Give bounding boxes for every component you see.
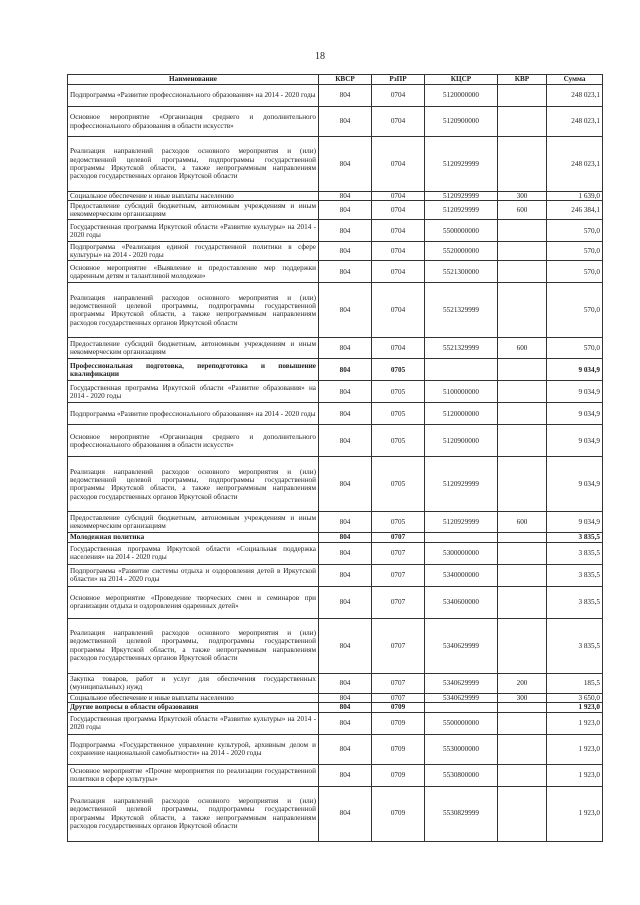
row-name: Подпрограмма «Реализация единой государственной политики в сфере культуры» на 2014 - 2020 годы bbox=[68, 242, 319, 261]
row-kvr bbox=[498, 137, 547, 192]
row-kvr bbox=[498, 220, 547, 242]
row-kvsr: 804 bbox=[319, 137, 372, 192]
row-name: Подпрограмма «Развитие профессионального образования» на 2014 - 2020 годы bbox=[68, 403, 319, 425]
row-name: Государственная программа Иркутской области «Развитие культуры» на 2014 - 2020 годы bbox=[68, 712, 319, 734]
row-kvr: 300 bbox=[498, 693, 547, 702]
row-kvr bbox=[498, 457, 547, 512]
header-rzpr: РзПР bbox=[372, 75, 425, 85]
row-sum: 3 835,5 bbox=[547, 533, 603, 542]
row-sum: 246 384,1 bbox=[547, 201, 603, 220]
row-kcsr: 5521329999 bbox=[425, 283, 498, 338]
row-kvsr: 804 bbox=[319, 542, 372, 564]
row-name: Социальное обеспечение и иные выплаты населению bbox=[68, 192, 319, 201]
row-sum: 9 034,9 bbox=[547, 403, 603, 425]
row-name: Предоставление субсидий бюджетным, автономным учреждениям и иным некоммерческим организациям bbox=[68, 512, 319, 533]
row-rzpr: 0704 bbox=[372, 261, 425, 283]
row-rzpr: 0707 bbox=[372, 533, 425, 542]
row-kvr bbox=[498, 542, 547, 564]
table-row bbox=[68, 137, 603, 192]
row-kvsr: 804 bbox=[319, 618, 372, 673]
row-kvsr: 804 bbox=[319, 107, 372, 137]
table-row bbox=[68, 764, 603, 786]
row-sum: 1 923,0 bbox=[547, 734, 603, 764]
row-rzpr: 0705 bbox=[372, 457, 425, 512]
row-name: Реализация направлений расходов основного мероприятия и (или) ведомственной целевой программы, подпрограммы государственной программы Иркутской области, а также непрограммным направлениям расходов государственных органов Иркутской области bbox=[68, 457, 319, 512]
row-name: Закупка товаров, работ и услуг для обеспечения государственных (муниципальных) нужд bbox=[68, 673, 319, 693]
table-row bbox=[68, 381, 603, 403]
table-row bbox=[68, 542, 603, 564]
row-name: Основное мероприятие «Организация среднего и дополнительного профессионального образования в области искусств» bbox=[68, 425, 319, 457]
table-row bbox=[68, 261, 603, 283]
row-sum: 9 034,9 bbox=[547, 381, 603, 403]
row-kvsr: 804 bbox=[319, 564, 372, 586]
row-kvsr: 804 bbox=[319, 338, 372, 359]
table-row bbox=[68, 242, 603, 261]
row-kvr bbox=[498, 618, 547, 673]
row-kvsr: 804 bbox=[319, 283, 372, 338]
header-kvsr: КВСР bbox=[319, 75, 372, 85]
row-sum: 3 650,0 bbox=[547, 693, 603, 702]
row-kcsr: 5530800000 bbox=[425, 764, 498, 786]
row-sum: 570,0 bbox=[547, 283, 603, 338]
row-kvr bbox=[498, 283, 547, 338]
row-name: Основное мероприятие «Прочие мероприятия по реализации государственной политики в сфере культуры» bbox=[68, 764, 319, 786]
row-kvr bbox=[498, 764, 547, 786]
row-name: Реализация направлений расходов основного мероприятия и (или) ведомственной целевой программы, подпрограммы государственной программы Иркутской области, а также непрограммным направлениям расходов государственных органов Иркутской области bbox=[68, 786, 319, 841]
row-kvr bbox=[498, 734, 547, 764]
row-kvsr: 804 bbox=[319, 512, 372, 533]
row-name: Подпрограмма «Государственное управление культурой, архивным делом и сохранение национальной самобытности» на 2014 - 2020 годы bbox=[68, 734, 319, 764]
row-kvr bbox=[498, 107, 547, 137]
row-sum: 248 023,1 bbox=[547, 85, 603, 107]
row-kvr bbox=[498, 564, 547, 586]
row-sum: 3 835,5 bbox=[547, 618, 603, 673]
table-row bbox=[68, 703, 603, 712]
row-name: Основное мероприятие «Проведение творческих смен и семинаров при организации отдыха и оздоровления одаренных детей» bbox=[68, 586, 319, 618]
row-name: Подпрограмма «Развитие системы отдыха и оздоровления детей в Иркутской области» на 2014 - 2020 годы bbox=[68, 564, 319, 586]
row-kcsr: 5100000000 bbox=[425, 381, 498, 403]
table-row bbox=[68, 457, 603, 512]
row-kvsr: 804 bbox=[319, 693, 372, 702]
row-rzpr: 0707 bbox=[372, 618, 425, 673]
row-rzpr: 0707 bbox=[372, 542, 425, 564]
row-kvsr: 804 bbox=[319, 457, 372, 512]
row-sum: 9 034,9 bbox=[547, 425, 603, 457]
row-sum: 248 023,1 bbox=[547, 107, 603, 137]
row-rzpr: 0704 bbox=[372, 85, 425, 107]
row-sum: 3 835,5 bbox=[547, 586, 603, 618]
row-kcsr: 5120929999 bbox=[425, 192, 498, 201]
row-kvsr: 804 bbox=[319, 533, 372, 542]
row-name: Реализация направлений расходов основного мероприятия и (или) ведомственной целевой программы, подпрограммы государственной программы Иркутской области, а также непрограммным направлениям расходов государственных органов Иркутской области bbox=[68, 137, 319, 192]
row-sum: 185,5 bbox=[547, 673, 603, 693]
table-row bbox=[68, 712, 603, 734]
table-row bbox=[68, 425, 603, 457]
row-kcsr bbox=[425, 359, 498, 381]
row-name: Профессиональная подготовка, переподготовка и повышение квалификации bbox=[68, 359, 319, 381]
row-kvr bbox=[498, 712, 547, 734]
row-kvsr: 804 bbox=[319, 703, 372, 712]
table-row bbox=[68, 618, 603, 673]
table-row bbox=[68, 283, 603, 338]
row-kvr bbox=[498, 381, 547, 403]
row-rzpr: 0707 bbox=[372, 586, 425, 618]
row-kvsr: 804 bbox=[319, 403, 372, 425]
row-kvsr: 804 bbox=[319, 220, 372, 242]
table-row bbox=[68, 734, 603, 764]
table-row bbox=[68, 786, 603, 841]
page-number: 18 bbox=[315, 51, 325, 62]
row-sum: 9 034,9 bbox=[547, 512, 603, 533]
row-kcsr: 5521329999 bbox=[425, 338, 498, 359]
row-rzpr: 0704 bbox=[372, 338, 425, 359]
header-name: Наименование bbox=[68, 75, 319, 85]
row-rzpr: 0704 bbox=[372, 242, 425, 261]
table-row bbox=[68, 338, 603, 359]
row-rzpr: 0709 bbox=[372, 786, 425, 841]
row-rzpr: 0704 bbox=[372, 283, 425, 338]
row-kcsr: 5120000000 bbox=[425, 403, 498, 425]
row-kvr: 600 bbox=[498, 201, 547, 220]
row-rzpr: 0705 bbox=[372, 403, 425, 425]
row-name: Предоставление субсидий бюджетным, автономным учреждениям и иным некоммерческим организациям bbox=[68, 338, 319, 359]
row-name: Основное мероприятие «Выявление и предоставление мер поддержки одаренным детям и талантливой молодежи» bbox=[68, 261, 319, 283]
row-name: Социальное обеспечение и иные выплаты населению bbox=[68, 693, 319, 702]
row-kvsr: 804 bbox=[319, 381, 372, 403]
row-kcsr: 5120929999 bbox=[425, 457, 498, 512]
table-row bbox=[68, 693, 603, 702]
row-kvsr: 804 bbox=[319, 786, 372, 841]
table-row bbox=[68, 403, 603, 425]
table-row bbox=[68, 564, 603, 586]
row-rzpr: 0707 bbox=[372, 673, 425, 693]
row-sum: 9 034,9 bbox=[547, 359, 603, 381]
row-kvr bbox=[498, 586, 547, 618]
row-kvsr: 804 bbox=[319, 673, 372, 693]
row-rzpr: 0709 bbox=[372, 734, 425, 764]
row-kcsr: 5520000000 bbox=[425, 242, 498, 261]
header-kcsr: КЦСР bbox=[425, 75, 498, 85]
row-sum: 570,0 bbox=[547, 242, 603, 261]
row-rzpr: 0704 bbox=[372, 220, 425, 242]
row-name: Реализация направлений расходов основного мероприятия и (или) ведомственной целевой программы, подпрограммы государственной программы Иркутской области, а также непрограммным направлениям расходов государственных органов Иркутской области bbox=[68, 283, 319, 338]
row-kvr: 300 bbox=[498, 192, 547, 201]
table-row bbox=[68, 533, 603, 542]
row-sum: 3 835,5 bbox=[547, 564, 603, 586]
row-kvr: 600 bbox=[498, 512, 547, 533]
row-kcsr: 5500000000 bbox=[425, 712, 498, 734]
row-sum: 1 923,0 bbox=[547, 786, 603, 841]
row-kvsr: 804 bbox=[319, 242, 372, 261]
table-row bbox=[68, 359, 603, 381]
row-kvsr: 804 bbox=[319, 261, 372, 283]
row-kvsr: 804 bbox=[319, 425, 372, 457]
row-kvr bbox=[498, 703, 547, 712]
row-kcsr: 5300000000 bbox=[425, 542, 498, 564]
row-kcsr: 5521300000 bbox=[425, 261, 498, 283]
row-kvr bbox=[498, 242, 547, 261]
row-kvsr: 804 bbox=[319, 586, 372, 618]
row-sum: 3 835,5 bbox=[547, 542, 603, 564]
row-name: Государственная программа Иркутской области «Социальная поддержка населения» на 2014 - 2020 годы bbox=[68, 542, 319, 564]
row-sum: 570,0 bbox=[547, 338, 603, 359]
row-sum: 9 034,9 bbox=[547, 457, 603, 512]
row-kvsr: 804 bbox=[319, 734, 372, 764]
row-kvr bbox=[498, 425, 547, 457]
row-name: Молодежная политика bbox=[68, 533, 319, 542]
row-kcsr: 5340000000 bbox=[425, 564, 498, 586]
row-kvr bbox=[498, 261, 547, 283]
table-row bbox=[68, 85, 603, 107]
row-name: Подпрограмма «Развитие профессионального образования» на 2014 - 2020 годы bbox=[68, 85, 319, 107]
row-name: Другие вопросы в области образования bbox=[68, 703, 319, 712]
row-rzpr: 0709 bbox=[372, 764, 425, 786]
row-kcsr bbox=[425, 533, 498, 542]
row-rzpr: 0704 bbox=[372, 137, 425, 192]
table-row bbox=[68, 673, 603, 693]
row-sum: 248 023,1 bbox=[547, 137, 603, 192]
row-name: Предоставление субсидий бюджетным, автономным учреждениям и иным некоммерческим организациям bbox=[68, 201, 319, 220]
row-kvsr: 804 bbox=[319, 764, 372, 786]
row-kcsr: 5340629999 bbox=[425, 618, 498, 673]
row-sum: 1 639,0 bbox=[547, 192, 603, 201]
row-rzpr: 0709 bbox=[372, 712, 425, 734]
row-name: Реализация направлений расходов основного мероприятия и (или) ведомственной целевой программы, подпрограммы государственной программы Иркутской области, а также непрограммным направлениям расходов государственных органов Иркутской области bbox=[68, 618, 319, 673]
row-kvsr: 804 bbox=[319, 201, 372, 220]
row-rzpr: 0705 bbox=[372, 359, 425, 381]
header-kvr: КВР bbox=[498, 75, 547, 85]
row-rzpr: 0709 bbox=[372, 703, 425, 712]
table-row bbox=[68, 107, 603, 137]
row-sum: 570,0 bbox=[547, 261, 603, 283]
row-rzpr: 0704 bbox=[372, 107, 425, 137]
row-kvsr: 804 bbox=[319, 85, 372, 107]
row-kcsr bbox=[425, 703, 498, 712]
row-kcsr: 5120929999 bbox=[425, 512, 498, 533]
row-rzpr: 0704 bbox=[372, 201, 425, 220]
header-sum: Сумма bbox=[547, 75, 603, 85]
row-kvr bbox=[498, 85, 547, 107]
row-rzpr: 0707 bbox=[372, 693, 425, 702]
table-row bbox=[68, 192, 603, 201]
budget-table bbox=[67, 74, 603, 842]
row-rzpr: 0705 bbox=[372, 381, 425, 403]
table-body bbox=[68, 85, 603, 842]
row-kcsr: 5530000000 bbox=[425, 734, 498, 764]
row-kcsr: 5340629999 bbox=[425, 673, 498, 693]
row-kvr bbox=[498, 359, 547, 381]
table-row bbox=[68, 586, 603, 618]
row-kcsr: 5120929999 bbox=[425, 137, 498, 192]
row-rzpr: 0707 bbox=[372, 564, 425, 586]
row-kcsr: 5340600000 bbox=[425, 586, 498, 618]
row-name: Государственная программа Иркутской области «Развитие образования» на 2014 - 2020 годы bbox=[68, 381, 319, 403]
row-kvsr: 804 bbox=[319, 192, 372, 201]
row-kvr: 600 bbox=[498, 338, 547, 359]
row-kcsr: 5530829999 bbox=[425, 786, 498, 841]
row-sum: 570,0 bbox=[547, 220, 603, 242]
row-kvr bbox=[498, 533, 547, 542]
row-kcsr: 5120900000 bbox=[425, 425, 498, 457]
row-kvsr: 804 bbox=[319, 712, 372, 734]
row-sum: 1 923,0 bbox=[547, 712, 603, 734]
table-row bbox=[68, 201, 603, 220]
row-kcsr: 5120900000 bbox=[425, 107, 498, 137]
table-row bbox=[68, 220, 603, 242]
row-kcsr: 5500000000 bbox=[425, 220, 498, 242]
row-kcsr: 5120929999 bbox=[425, 201, 498, 220]
row-kvr bbox=[498, 786, 547, 841]
row-kvsr: 804 bbox=[319, 359, 372, 381]
row-rzpr: 0705 bbox=[372, 512, 425, 533]
row-kcsr: 5120000000 bbox=[425, 85, 498, 107]
table-row bbox=[68, 512, 603, 533]
row-name: Основное мероприятие «Организация среднего и дополнительного профессионального образования в области искусств» bbox=[68, 107, 319, 137]
row-sum: 1 923,0 bbox=[547, 703, 603, 712]
row-kvr bbox=[498, 403, 547, 425]
row-sum: 1 923,0 bbox=[547, 764, 603, 786]
row-kcsr: 5340629999 bbox=[425, 693, 498, 702]
row-rzpr: 0705 bbox=[372, 425, 425, 457]
table-header bbox=[68, 75, 603, 85]
row-rzpr: 0704 bbox=[372, 192, 425, 201]
row-kvr: 200 bbox=[498, 673, 547, 693]
row-name: Государственная программа Иркутской области «Развитие культуры» на 2014 - 2020 годы bbox=[68, 220, 319, 242]
